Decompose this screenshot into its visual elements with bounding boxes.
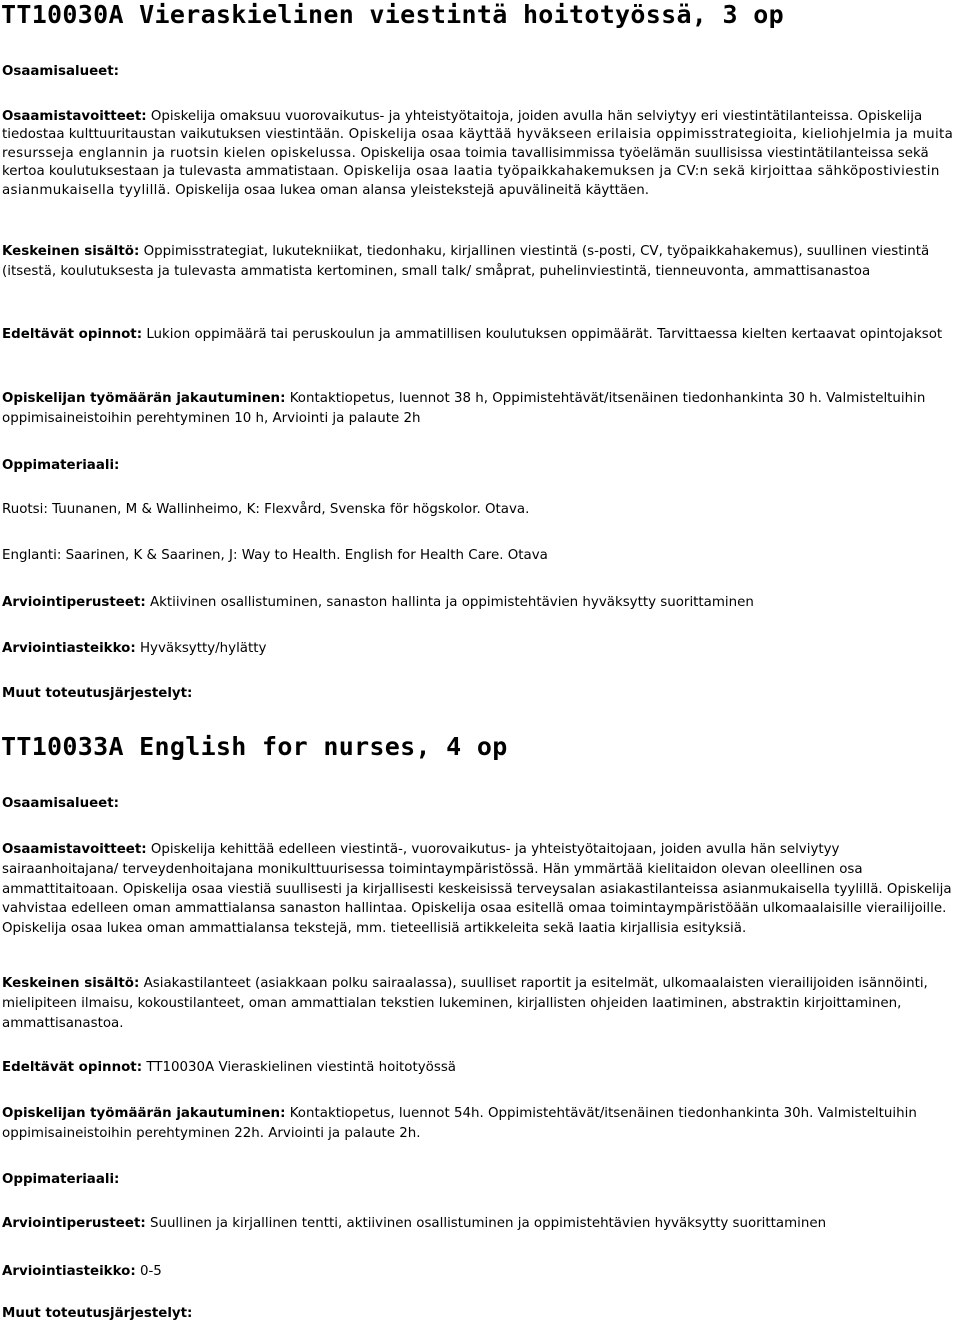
arviointiperusteet-paragraph xyxy=(2,593,958,613)
tyomaara-paragraph xyxy=(2,1104,958,1144)
tyomaara-label: Opiskelijan työmäärän jakautuminen: xyxy=(2,391,286,406)
keskeinen-sisalto-text: Asiakastilanteet (asiakkaan polku sairaalassa), suulliset raportit ja esitelmät, ulkomaalaisten vierailijoiden isännöinti, mielipiteen ilmaisu, kokoustilanteet, oman ammattialan tekstien lukeminen, kirjallisten ohjeiden laatiminen, abstraktin kirjoittaminen, ammattisanastoa. xyxy=(2,976,928,1031)
edeltavat-opinnot-paragraph xyxy=(2,325,958,345)
oppimateriaali-ruotsi: Ruotsi: Tuunanen, M & Wallinheimo, K: Flexvård, Svenska för högskolor. Otava. xyxy=(2,502,530,517)
oppimateriaali-label: Oppimateriaali: xyxy=(2,1172,120,1187)
osaamistavoitteet-text-5: Opiskelija osaa lukea oman alansa yleistekstejä apuvälineitä käyttäen. xyxy=(170,182,650,198)
osaamistavoitteet-text-3: Opiskelija osaa toimia tavallisimmissa työelämän suullisissa viestintätilanteissa sekä kertoa koulutuksestaan ja tulevasta ammatistaan. xyxy=(2,145,929,180)
keskeinen-sisalto-paragraph xyxy=(2,242,958,282)
course-title: TT10033A English for nurses, 4 op xyxy=(1,732,508,761)
arviointiperusteet-label: Arviointiperusteet: xyxy=(2,1216,146,1231)
tyomaara-label: Opiskelijan työmäärän jakautuminen: xyxy=(2,1106,286,1121)
osaamistavoitteet-text-1: Opiskelija omaksuu vuorovaikutus- ja yhteistyötaitoja, joiden avulla hän selviytyy eri viestintätilanteissa. Opiskelija tiedostaa kulttuuritaustan vaikutuksen viestintään. xyxy=(2,109,923,143)
arviointiasteikko-label: Arviointiasteikko: xyxy=(2,1264,136,1279)
tyomaara-text: Kontaktiopetus, luennot 54h. Oppimistehtävät/itsenäinen tiedonhankinta 30h. Valmisteltuihin oppimisaineistoihin perehtyminen 22h. Arviointi ja palaute 2h. xyxy=(2,1106,917,1141)
osaamistavoitteet-paragraph xyxy=(2,108,958,200)
arviointiperusteet-label: Arviointiperusteet: xyxy=(2,595,146,610)
keskeinen-sisalto-label: Keskeinen sisältö: xyxy=(2,976,140,991)
osaamistavoitteet-label: Osaamistavoitteet: xyxy=(2,109,147,124)
arviointiasteikko-label: Arviointiasteikko: xyxy=(2,641,136,656)
arviointiasteikko-text: Hyväksytty/hylätty xyxy=(135,641,267,656)
arviointiperusteet-text: Aktiivinen osallistuminen, sanaston hallinta ja oppimistehtävien hyväksytty suorittaminen xyxy=(145,595,754,610)
course-title: TT10030A Vieraskielinen viestintä hoitotyössä, 3 op xyxy=(1,0,784,29)
osaamistavoitteet-text: Opiskelija kehittää edelleen viestintä-, vuorovaikutus- ja yhteistyötaitojaan, joiden avulla hän selviytyy sairaanhoitajana/ terveydenhoitajana monikulttuurisessa toimintaympäristössä. Hän ymmärtää kielitaidon olevan oleellinen osa ammattitaitoaan. Opiskelija osaa viestiä suullisesti ja kirjallisesti keskeisissä terveysalan asiakastilanteissa asianmukaisella tyylillä. Opiskelija vahvistaa edelleen oman ammattialansa sanaston hallintaa. Opiskelija osaa esitellä omaa toimintaympäristöään ulkomaalaisille vierailijoille. Opiskelija osaa lukea oman ammattialansa tekstejä, mm. tieteellisiä artikkeleita sekä laatia kirjallisia esityksiä. xyxy=(2,842,952,937)
edeltavat-opinnot-text: Lukion oppimäärä tai peruskoulun ja ammatillisen koulutuksen oppimäärät. Tarvittaessa kielten kertaavat opintojaksot xyxy=(142,327,943,342)
keskeinen-sisalto-label: Keskeinen sisältö: xyxy=(2,244,140,259)
oppimateriaali-englanti: Englanti: Saarinen, K & Saarinen, J: Way to Health. English for Health Care. Otava xyxy=(2,548,548,563)
tyomaara-paragraph xyxy=(2,389,958,429)
keskeinen-sisalto-paragraph xyxy=(2,974,958,1033)
oppimateriaali-label: Oppimateriaali: xyxy=(2,458,120,473)
edeltavat-opinnot-paragraph xyxy=(2,1058,958,1078)
edeltavat-opinnot-label: Edeltävät opinnot: xyxy=(2,327,143,342)
arviointiperusteet-paragraph xyxy=(2,1214,958,1234)
muut-toteutusjarjestelyt-label: Muut toteutusjärjestelyt: xyxy=(2,1306,193,1321)
edeltavat-opinnot-text: TT10030A Vieraskielinen viestintä hoitotyössä xyxy=(142,1060,457,1075)
osaamistavoitteet-text-4: Opiskelija osaa laatia työpaikkahakemuksen ja CV:n sekä kirjoittaa sähköpostiviestin asianmukaisella tyylillä. xyxy=(2,164,940,198)
osaamistavoitteet-text-2: Opiskelija osaa käyttää hyväkseen erilaisia oppimisstrategioita, kieliohjelmia ja muita resursseja englannin ja ruotsin kielen opiskelussa. xyxy=(2,127,954,161)
arviointiasteikko-paragraph xyxy=(2,639,958,659)
keskeinen-sisalto-text: Oppimisstrategiat, lukutekniikat, tiedonhaku, kirjallinen viestintä (s-posti, CV, työpaikkahakemus), suullinen viestintä (itsestä, koulutuksesta ja tulevasta ammatista kertominen, small talk/ småprat, puhelinviestintä, tienneuvonta, ammattisanastoa xyxy=(2,244,930,279)
edeltavat-opinnot-label: Edeltävät opinnot: xyxy=(2,1060,143,1075)
osaamisalueet-label: Osaamisalueet: xyxy=(2,796,120,811)
osaamistavoitteet-paragraph xyxy=(2,840,958,939)
muut-toteutusjarjestelyt-label: Muut toteutusjärjestelyt: xyxy=(2,686,193,701)
tyomaara-text: Kontaktiopetus, luennot 38 h, Oppimistehtävät/itsenäinen tiedonhankinta 30 h. Valmisteltuihin oppimisaineistoihin perehtyminen 10 h, Arviointi ja palaute 2h xyxy=(2,391,926,426)
osaamistavoitteet-label: Osaamistavoitteet: xyxy=(2,842,147,857)
arviointiperusteet-text: Suullinen ja kirjallinen tentti, aktiivinen osallistuminen ja oppimistehtävien hyväksytty suorittaminen xyxy=(145,1216,827,1231)
arviointiasteikko-text: 0-5 xyxy=(135,1264,162,1279)
arviointiasteikko-paragraph xyxy=(2,1262,958,1282)
osaamisalueet-label: Osaamisalueet: xyxy=(2,64,120,79)
